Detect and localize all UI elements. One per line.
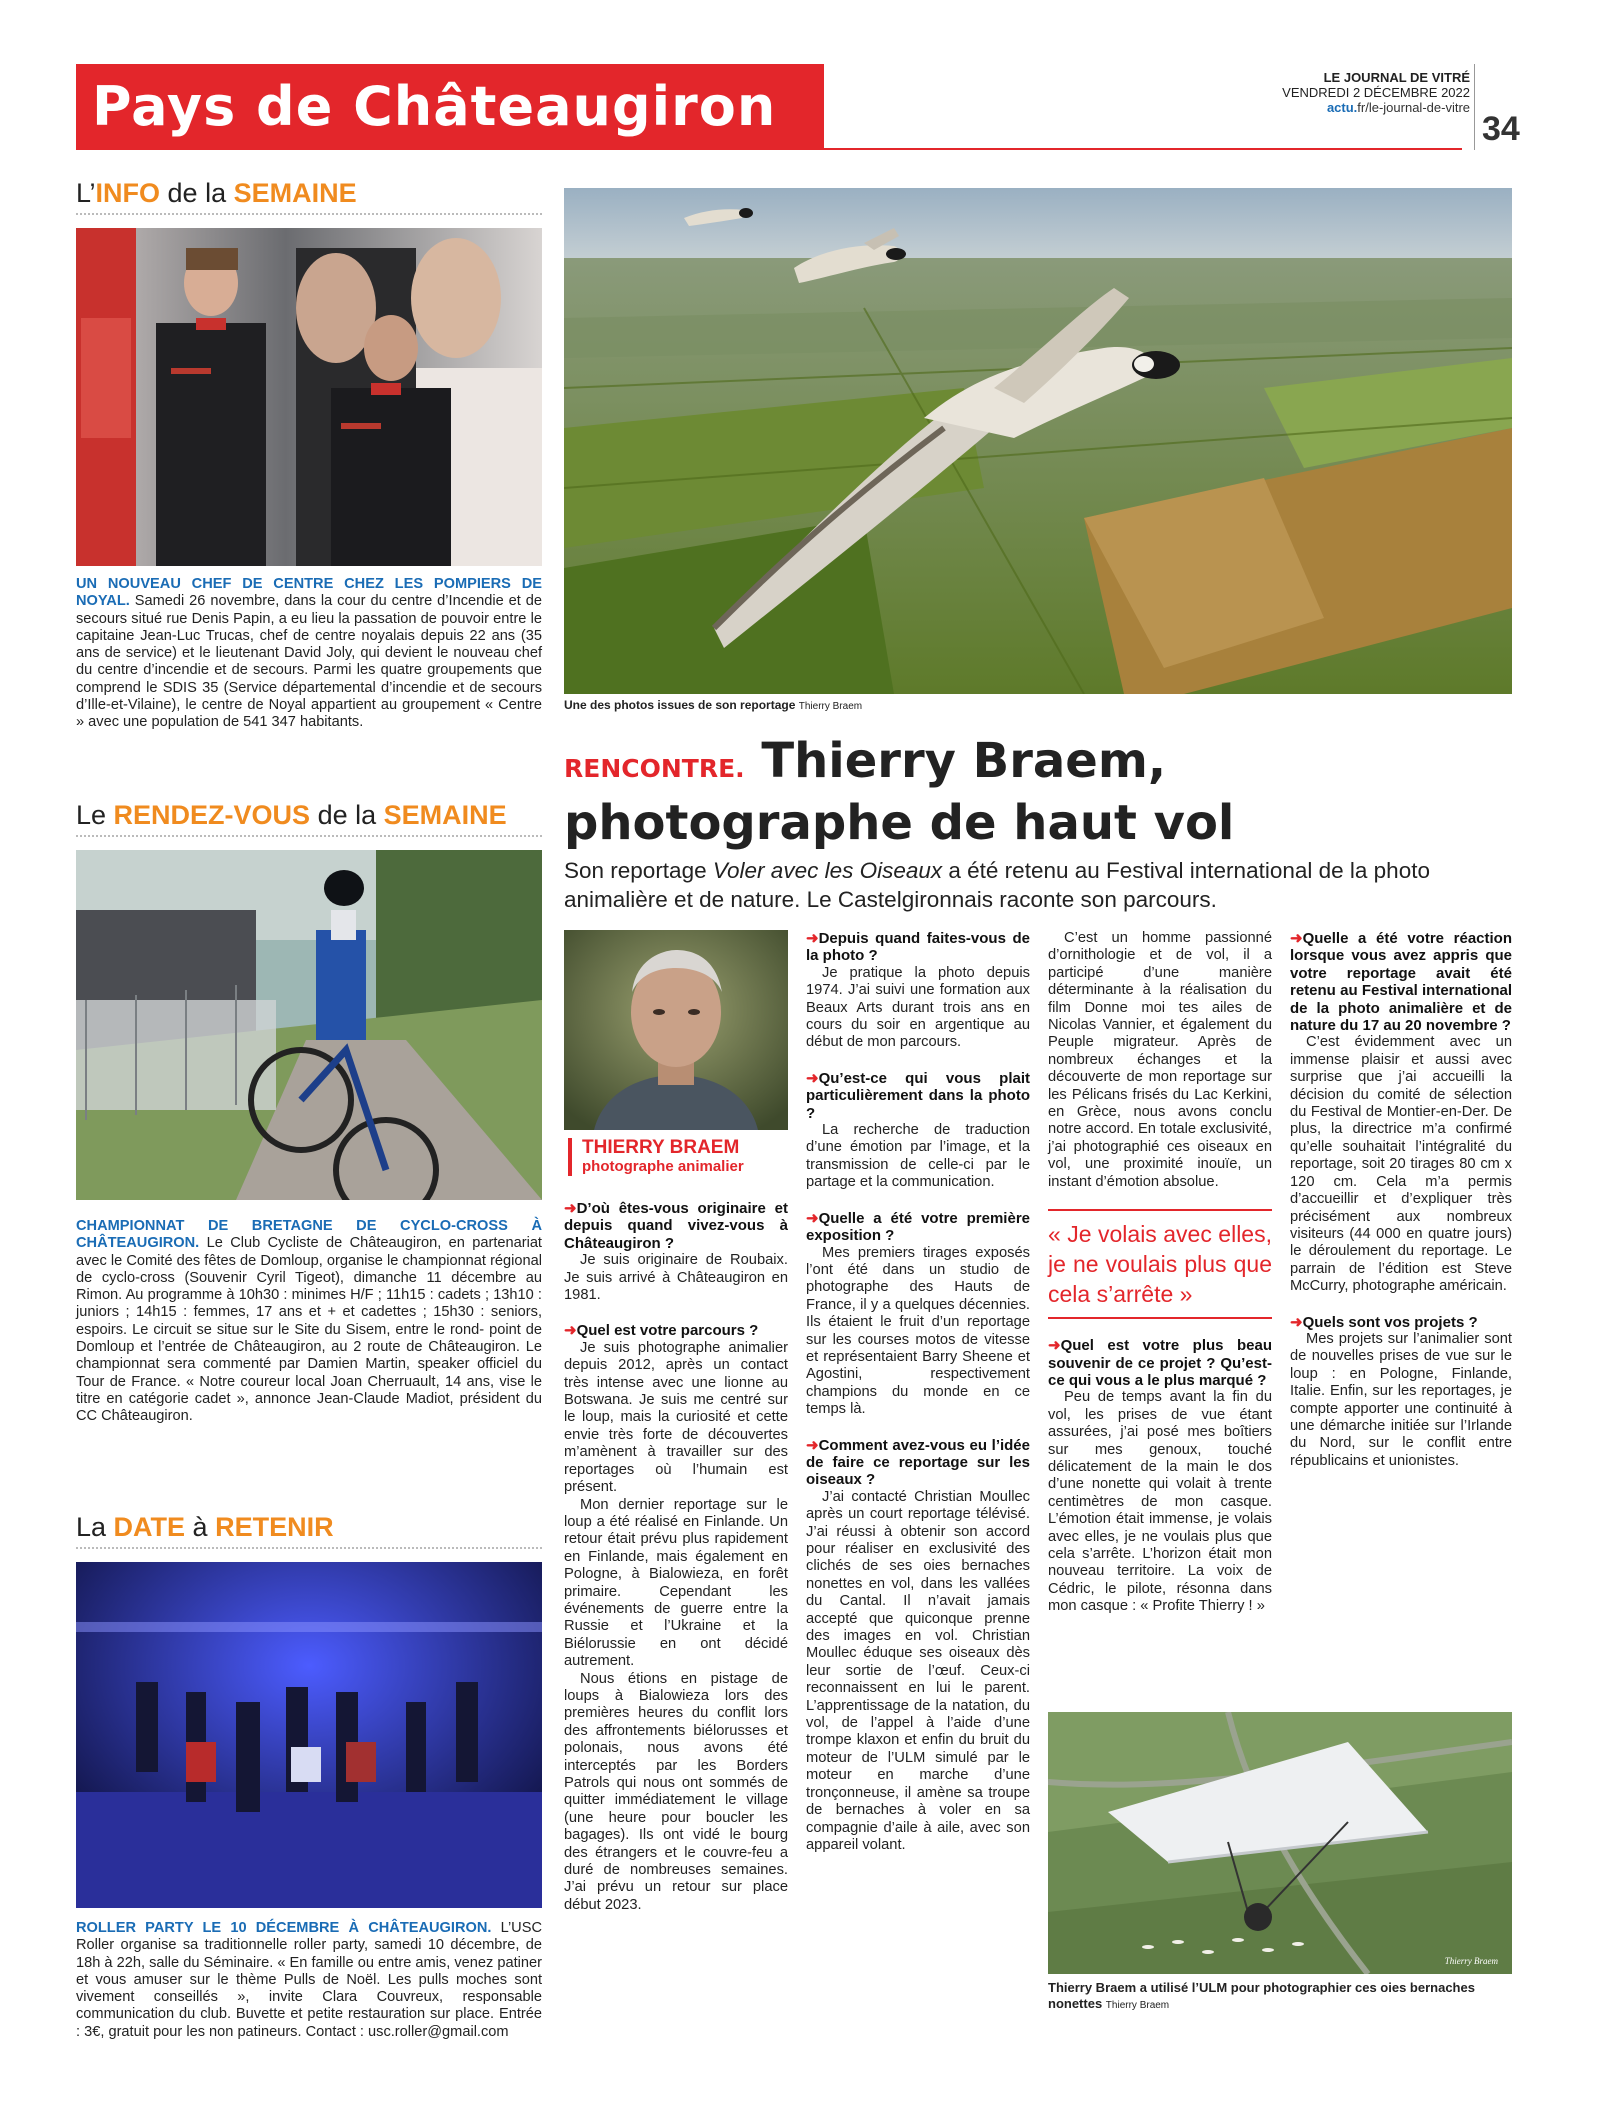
question-4: ➜Qu’est-ce qui vous plait particulièrement dans la photo ? <box>806 1069 1030 1122</box>
ulm-photo <box>1048 1712 1512 1974</box>
article-kicker: RENCONTRE. <box>564 754 745 783</box>
portrait-role: photographe animalier <box>582 1158 744 1175</box>
paper-name: LE JOURNAL DE VITRÉ <box>1323 70 1470 85</box>
geese-aerial-photo <box>564 188 1512 694</box>
cyclocross-photo <box>76 850 542 1200</box>
interview-column-1: ➜D’où êtes-vous originaire et depuis quand vivez-vous à Châteaugiron ? Je suis originaire de Roubaix. Je suis arrivé à Châteaugiron en 1981. ➜Quel est votre parcours ? Je suis photographe animalier depuis 2012, après un contact très intense avec une lionne au Botswana. Je suis me centré sur le loup, mais la curiosité et cette envie très forte de découvertes m’amènent à travailler sur des reportages où l’humain est présent. Mon dernier reportage sur le loup a été réalisé en Finlande. Un retour était prévu plus rapidement en Finlande, mais également en Pologne, à Bialowieza, en forêt primaire. Cependant les événements de guerre entre la Russie et l’Ukraine et la Biélorussie en ont décidé autrement. Nous étions en pistage de loups à Bialowieza lors des premières heures du conflit lors des affrontements biélorusses et polonais, nous avons été interceptés par les Borders Patrols qui nous ont sommés de quitter immédiatement le village (une heure pour boucler les bagages). Ils ont vidé le bourg des étrangers et le couvre-feu a duré de nombreuses semaines. J’ai prévu un retour sur place début 2023. <box>564 1200 788 1913</box>
thierry-braem-portrait <box>564 930 788 1130</box>
masthead <box>1282 70 1470 115</box>
pull-quote: « Je volais avec elles, je ne voulais plus que cela s’arrête » <box>1048 1209 1272 1319</box>
paper-url[interactable]: actu.fr/le-journal-de-vitre <box>1326 100 1470 115</box>
portrait-label <box>568 1138 788 1176</box>
portrait-name: THIERRY BRAEM <box>582 1137 740 1158</box>
article-headline: RENCONTRE. Thierry Braem, photographe de haut vol <box>564 733 1235 851</box>
photo-signature: Thierry Braem <box>1444 1956 1498 1966</box>
roller-party-photo <box>76 1562 542 1908</box>
page-separator <box>1474 64 1475 150</box>
interview-column-3: C’est un homme passionné d’ornithologie et de vol, il a participé d’une manière déterminante à la réalisation du film Donne moi tes ailes de Nicolas Vannier, et également du Peuple migrateur. Après de nombreux échanges et la découverte de mon reportage sur les Pélicans frisés du Lac Kerkini, en Grèce, nous avons conclu notre accord. En totale exclusivité, j’ai photographié ces oiseaux en vol, une proximité inouïe, un instant d’émotion absolue. « Je volais avec elles, je ne voulais plus que cela s’arrête » ➜Quel est votre plus beau souvenir de ce projet ? Qu’est-ce qui vous a le plus marqué ? Peu de temps avant la fin du vol, les prises de vue étant assurées, j’ai posé mes boîtiers sur mes genoux, touché délicatement de la main le dos d’une nonette qui volait à trente centimètres de mon casque. L’émotion était immense, je volais avec elles, je ne voulais plus que cela s’arrête. L’horizon était mon nouveau territoire. La voix de Cédric, le pilote, résonna dans mon casque : « Profite Thierry ! » <box>1048 930 1272 1615</box>
page-number: 34 <box>1482 110 1520 148</box>
question-8: ➜Quelle a été votre réaction lorsque vous avez appris que votre reportage avait été retenu au Festival international de la photo animalière et de nature du 17 au 20 novembre ? <box>1290 930 1512 1035</box>
rdv-section-title: Le RENDEZ-VOUS de la SEMAINE <box>76 800 542 837</box>
issue-date: VENDREDI 2 DÉCEMBRE 2022 <box>1282 85 1470 100</box>
date-caption: ROLLER PARTY LE 10 DÉCEMBRE À CHÂTEAUGIRON. L’USC Roller organise sa traditionnelle roller party, samedi 10 décembre, de 18h à 22h, salle du Séminaire. « En famille ou entre amis, venez patiner et vous amuser sur le thème Pulls de Noël. Les pulls moches sont vivement conseillés », invite Clara Couvreux, responsable communication du club. Buvette et petite restauration sur place. Entrée : 3€, gratuit pour les non patineurs. Contact : usc.roller@gmail.com <box>76 1920 542 2040</box>
ulm-photo-caption: Thierry Braem a utilisé l’ULM pour photographier ces oies bernaches nonettes Thierry Braem <box>1048 1980 1475 2011</box>
interview-column-4: ➜Quelle a été votre réaction lorsque vous avez appris que votre reportage avait été retenu au Festival international de la photo animalière et de nature du 17 au 20 novembre ? C’est évidemment avec un immense plaisir et aussi avec surprise que j’ai accueilli la décision du comité de sélection du Festival de Montier-en-Der. De plus, la directrice m’a confirmé qu’elle souhaitait l’intégralité du reportage, soit 20 tirages 80 cm x 120 cm. Cela m’a permis d’accueillir et d’expliquer très précisément aux nombreux visiteurs (44 000 en quatre jours) le déroulement du reportage. Le parrain de l’édition est Steve McCurry, photographe américain. ➜Quels sont vos projets ? Mes projets sur l’animalier sont de nouvelles prises de vue sur le loup : en Pologne, Finlande, Italie. Enfin, sur les reportages, je compte apporter une continuité à une démarche initiée sur l’Irlande du Nord, sur le conflit entre républicains et unionistes. <box>1290 930 1512 1469</box>
info-section-title: L’INFO de la SEMAINE <box>76 178 542 215</box>
article-standfirst: Son reportage Voler avec les Oiseaux a été retenu au Festival international de la photo animalière et de nature. Le Castelgironnais raconte son parcours. <box>564 858 1430 912</box>
info-caption: UN NOUVEAU CHEF DE CENTRE CHEZ LES POMPIERS DE NOYAL. Samedi 26 novembre, dans la cour du centre d’Incendie et de secours situé rue Denis Papin, a eu lieu la passation de pouvoir entre le capitaine Jean-Luc Trucas, chef de centre noyalais depuis 22 ans (35 ans de service) et le lieutenant David Joly, qui devient le nouveau chef du centre d’incendie et de secours. Parmi les quatre groupements que comprend le SDIS 35 (Service départemental d’incendie et de secours d’Ille-et-Vilaine), le centre de Noyal appartient au groupement « Centre » avec une population de 541 347 habitants. <box>76 576 542 731</box>
section-banner: Pays de Châteaugiron <box>76 64 824 150</box>
question-1: ➜D’où êtes-vous originaire et depuis quand vivez-vous à Châteaugiron ? <box>564 1200 788 1252</box>
question-7: ➜Quel est votre plus beau souvenir de ce projet ? Qu’est-ce qui vous a le plus marqué ? <box>1048 1337 1272 1389</box>
question-3: ➜Depuis quand faites-vous de la photo ? <box>806 930 1030 965</box>
question-2: ➜Quel est votre parcours ? <box>564 1322 759 1340</box>
question-5: ➜Quelle a été votre première exposition ? <box>806 1209 1030 1245</box>
question-9: ➜Quels sont vos projets ? <box>1290 1313 1478 1331</box>
main-photo-caption: Une des photos issues de son reportage Thierry Braem <box>564 698 863 712</box>
date-section-title: La DATE à RETENIR <box>76 1512 542 1549</box>
question-6: ➜Comment avez-vous eu l’idée de faire ce reportage sur les oiseaux ? <box>806 1436 1030 1489</box>
interview-column-2: ➜Depuis quand faites-vous de la photo ? Je pratique la photo depuis 1974. J’ai suivi une formation aux Beaux Arts durant trois ans en cours du soir en argentique au début de mon parcours. ➜Qu’est-ce qui vous plait particulièrement dans la photo ? La recherche de traduction d’une émotion par l’image, et la transmission de celle-ci par le partage et la communication. ➜Quelle a été votre première exposition ? Mes premiers tirages exposés l’ont été dans un studio de photographe des Hauts de France, il y a quelques décennies. Ils étaient le fruit d’un reportage sur les courses motos de vitesse et représentaient Barry Sheene et Agostini, respectivement champions du monde en ce temps là. ➜Comment avez-vous eu l’idée de faire ce reportage sur les oiseaux ? J’ai contacté Christian Moullec après un court reportage télévisé. J’ai réussi à obtenir son accord pour réaliser en exclusivité des clichés de ses oies bernaches nonettes en vol, dans les vallées du Cantal. Il n’avait jamais accepté que quiconque prenne des images en vol. Christian Moullec éduque ses oiseaux dès leur sortie de l’œuf. Ceux-ci reconnaissent en lui le parent. L’apprentissage de la natation, du vol, de l’appel à l’aide d’une trompe klaxon et enfin du bruit du moteur de l’ULM simulé par le moteur en marche d’une tronçonneuse, il amène sa troupe de bernaches à voler en sa compagnie d’aile à aile, avec son appareil volant. <box>806 930 1030 1853</box>
firefighters-photo <box>76 228 542 566</box>
rdv-caption: CHAMPIONNAT DE BRETAGNE DE CYCLO-CROSS À CHÂTEAUGIRON. Le Club Cycliste de Châteaugiron, en partenariat avec le Comité des fêtes de Domloup, organise le championnat régional de cyclo-cross (Souvenir Cyril Tigeot), dimanche 11 décembre au Rimon. Au programme à 10h30 : minimes H/F ; 11h15 : cadets ; 13h10 : juniors ; 14h15 : femmes, 17 ans et + et cadettes ; 15h30 : seniors, espoirs. Le circuit se situe sur le Site du Sisem, entre le rond- point de Domloup et l’entrée de Châteaugiron, au 2 route de Châteaugiron. Le championnat sera commenté par Damien Martin, speaker officiel du Tour de France. « Notre coureur local Joan Cherruault, 14 ans, vise le titre en catégorie cadet », annonce Jean-Claude Madiot, président du CC Châteaugiron. <box>76 1218 542 1425</box>
banner-rule <box>824 148 1462 150</box>
